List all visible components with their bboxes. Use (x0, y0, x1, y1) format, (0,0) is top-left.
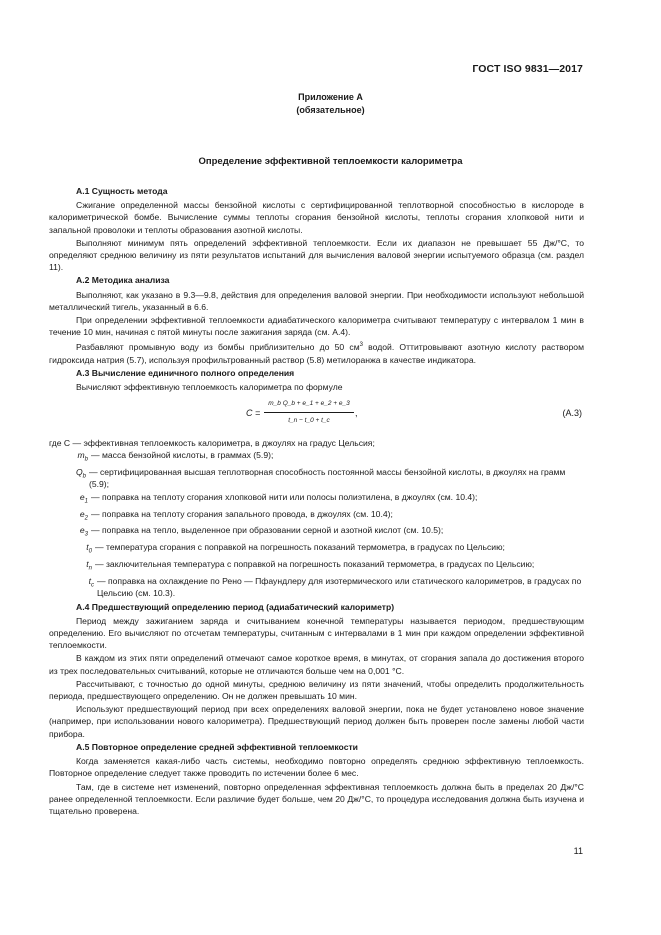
paragraph-text: водой. Оттитровывают азотную кислоту раствором гидроксида натрия (5.7), используя профильтрованный раствор (5.8) метилоранжа в качестве индикатора. (49, 342, 584, 365)
paragraph: Когда заменяется какая-либо часть системы, необходимо повторно определять среднюю эффективную теплоемкость. Повторное определение следует также проводить по истечении более 6 мес. (49, 756, 584, 779)
paragraph: Выполняют, как указано в 9.3—9.8, действия для определения валовой энергии. При необходимости используют небольшой металлический тигель, указанный в 6.6. (49, 289, 584, 312)
symbol-subscript: b (84, 457, 88, 464)
symbol-base: e (79, 491, 85, 502)
main-title: Определение эффективной теплоемкости калориметра (198, 156, 463, 167)
formula-numerator (264, 398, 354, 413)
section-heading-a4: А.4 Предшествующий определению период (адиабатический калориметр) (76, 601, 395, 612)
definition-text: — сертифицированная высшая теплотворная способность постоянной массы бензойной кислоты, в джоулях на грамм (5.9); (89, 467, 566, 490)
symbol-base: t (86, 559, 89, 570)
paragraph (49, 339, 584, 365)
symbol-base: Q (75, 467, 83, 478)
paragraph: При определении эффективной теплоемкости адиабатического калориметра считывают температуру с интервалом 1 мин в течение 10 мин, начиная с пятой минуты после зажигания заряда (см. А.4). (49, 315, 584, 338)
where-clause: где C — эффективная теплоемкость калориметра, в джоулях на градус Цельсия; (49, 438, 375, 449)
definition-text: — поправка на охлаждение по Рено — Пфаундлеру для изотермического или статического калориметров, в градусах по Цельсию (см. 10.3). (97, 576, 582, 599)
standard-designation: ГОСТ ISO 9831—2017 (472, 63, 583, 75)
definitions-list (49, 449, 584, 599)
appendix-title: Приложение А (298, 92, 363, 102)
document-body (49, 184, 584, 818)
definition-text: — масса бензойной кислоты, в граммах (5.9); (91, 450, 274, 461)
paragraph: Выполняют минимум пять определений эффективной теплоемкости. Если их диапазон не превышает 55 Дж/°С, то определяют среднюю величину из пяти результатов испытаний для вычисления валовой энергии испытуемого образца (см. раздел 11). (49, 237, 584, 273)
formula-a3 (49, 397, 584, 433)
paragraph: Сжигание определенной массы бензойной кислоты с сертифицированной теплотворной способностью в кислороде в калориметрической бомбе. Вычисление суммы теплоты сгорания бензойной кислоты, теплоты сгорания хлопковой нити и запальной проволоки и теплоты образования азотной кислоты. (49, 200, 584, 235)
paragraph-text: Разбавляют промывную воду из бомбы приблизительно до 50 см (76, 342, 360, 353)
paragraph: Период между зажиганием заряда и считыванием конечной температуры называется периодом, предшествующим определению. Его вычисляют по отсчетам температуры, считанным с интервалами в 1 мин при каждом определении эффективной теплоемкости. (49, 615, 584, 651)
definition-symbol (49, 524, 88, 541)
symbol-base: m (77, 450, 85, 461)
symbol-base: e (79, 508, 85, 519)
definition-symbol (49, 541, 92, 558)
section-heading-a2: А.2 Методика анализа (76, 275, 170, 286)
definition-item (49, 524, 584, 541)
symbol-subscript: 2 (84, 515, 88, 522)
definition-symbol (49, 575, 94, 592)
definition-item (49, 466, 584, 490)
symbol-subscript: 0 (88, 549, 92, 556)
definition-symbol (49, 508, 88, 525)
section-heading-a1: А.1 Сущность метода (76, 186, 168, 196)
symbol-subscript: 3 (84, 532, 88, 539)
paragraph: В каждом из этих пяти определений отмечают самое короткое время, в минутах, от сгорания запала до достижения второго из трех последовательных считываний, которые не отличаются больше чем на 0,001 °С. (49, 653, 584, 676)
symbol-subscript: 1 (84, 498, 88, 505)
formula-lhs: C = (246, 408, 261, 419)
formula-comma: , (355, 408, 358, 419)
definition-text: — поправка на теплоту сгорания хлопковой нити или полосы полиэтилена, в джоулях (см. 10.4); (91, 491, 478, 502)
symbol-base: t (88, 576, 91, 587)
definition-item (49, 449, 584, 466)
definition-item (49, 541, 584, 558)
formula-fraction (264, 398, 354, 427)
definition-item (49, 508, 584, 525)
definition-symbol (49, 558, 92, 575)
definition-text: — поправка на теплоту сгорания запального провода, в джоулях (см. 10.4); (91, 508, 393, 519)
definition-symbol (49, 466, 86, 483)
definition-symbol (49, 449, 88, 466)
definition-item (49, 491, 584, 508)
section-heading-a3: А.3 Вычисление единичного полного определения (76, 367, 295, 378)
page-number: 11 (573, 846, 583, 856)
paragraph: Вычисляют эффективную теплоемкость калориметра по формуле (76, 381, 343, 392)
paragraph: Там, где в системе нет изменений, повторно определенная эффективная теплоемкость должна быть в пределах 20 Дж/°С ранее определенной теплоемкости. Если различие будет больше, чем 20 Дж/°С, то процедура исследования должна быть изучена и тщательно проверена. (49, 781, 584, 816)
definition-item (49, 558, 584, 575)
formula-denominator-text: t_n − t_0 + t_c (288, 417, 330, 425)
formula-numerator-text: m_b Q_b + e_1 + e_2 + e_3 (268, 400, 350, 408)
definition-item (49, 575, 584, 599)
superscript: 3 (359, 342, 363, 349)
symbol-subscript: b (82, 473, 86, 480)
appendix-subtitle: (обязательное) (296, 105, 365, 115)
definition-text: — поправка на тепло, выделенное при образовании серной и азотной кислот (см. 10.5); (91, 525, 444, 536)
paragraph: Используют предшествующий период при всех определениях валовой энергии, пока не будет установлено новое значение (например, при использовании нового калориметра). Предшествующий период должен быть проверен после замены любой части прибора. (49, 704, 584, 739)
paragraph: Рассчитывают, с точностью до одной минуты, среднюю величину из пяти значений, чтобы определить продолжительность периода, предшествующего определению. Он не должен превышать 10 мин. (49, 678, 584, 702)
section-heading-a5: А.5 Повторное определение средней эффективной теплоемкости (76, 741, 358, 752)
symbol-subscript: n (88, 566, 92, 573)
symbol-subscript: c (91, 582, 94, 589)
symbol-base: e (79, 525, 85, 536)
definition-symbol (49, 491, 88, 508)
formula-number: (А.3) (562, 408, 582, 419)
formula-denominator (264, 413, 354, 427)
definition-text: — заключительная температура с поправкой на погрешность показаний термометра, в градусах по Цельсию; (95, 559, 535, 570)
symbol-base: t (86, 542, 89, 553)
definition-text: — температура сгорания с поправкой на погрешность показаний термометра, в градусах по Цельсию; (95, 542, 505, 553)
